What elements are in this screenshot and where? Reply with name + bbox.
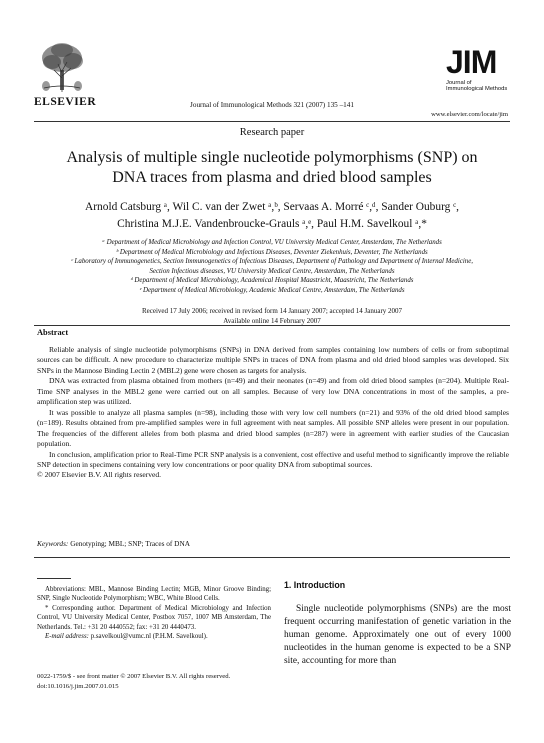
author-list	[30, 199, 514, 233]
abstract-copyright: © 2007 Elsevier B.V. All rights reserved.	[37, 470, 162, 480]
email-label: E-mail address:	[45, 633, 89, 641]
received-dates: Received 17 July 2006; received in revised form 14 January 2007; accepted 14 January 2007	[141, 307, 403, 315]
journal-abbrev-logo: JIM	[446, 44, 497, 80]
journal-citation: Journal of Immunological Methods 321 (2007) 135 –141	[190, 101, 354, 109]
footnote-abbreviations: Abbreviations: MBL, Mannose Binding Lectin; MGB, Minor Groove Binding; SNP, Single Nucleotide Polymorphism; WBC, White Blood Cells.	[37, 586, 271, 603]
journal-name-line1: Journal of	[446, 80, 472, 86]
footnotes	[37, 585, 271, 641]
elsevier-tree-logo	[34, 40, 90, 95]
footnote-corresponding: * Corresponding author. Department of Medical Microbiology and Infection Control, VU University Medical Center, Postbox 7057, 1007 MB Amsterdam, The Netherlands. Tel.: +31 20 4440552; fax: +31 20 4440473.	[37, 604, 271, 631]
affiliation-b: ᵇ Department of Medical Microbiology and Infectious Diseases, Deventer Ziekenhuis, Deventer, The Netherlands	[116, 248, 428, 256]
dates	[0, 306, 544, 326]
journal-name-logo	[446, 80, 507, 93]
title-line-2: DNA traces from plasma and dried blood samples	[112, 169, 432, 186]
doi-link[interactable]: doi:10.1016/j.jim.2007.01.015	[37, 682, 119, 690]
front-matter	[37, 672, 230, 692]
available-date: Available online 14 February 2007	[223, 317, 321, 325]
affiliation-a: ᵃ Department of Medical Microbiology and Infection Control, VU University Medical Center, Amsterdam, The Netherlands	[102, 239, 442, 246]
introduction-body	[284, 603, 511, 668]
footnote-rule	[37, 578, 71, 579]
article-type: Research paper	[239, 127, 305, 138]
publisher-name: ELSEVIER	[34, 96, 97, 108]
authors-line-1: Arnold Catsburg ᵃ, Wil C. van der Zwet ᵃ,ᵇ, Servaas A. Morré ᶜ,ᵈ, Sander Ouburg ᶜ,	[85, 201, 459, 213]
keywords-label: Keywords:	[37, 539, 69, 548]
article-title	[40, 148, 504, 188]
journal-url[interactable]: www.elsevier.com/locate/jim	[431, 111, 508, 118]
footnote-email	[37, 632, 271, 641]
abstract-paragraph-2: DNA was extracted from plasma obtained from mothers (n=49) and their neonates (n=49) and from old dried blood samples (n=204). Multiple Real-Time SNP analyses in the MBL2 gene were carried out on all samples. Because of very low DNA concentrations in most of the samples, a pre-amplification step was utilized.	[37, 376, 509, 407]
header-rule	[34, 121, 510, 122]
affiliation-c-cont: Section Infectious diseases, VU University Medical Centre, Amsterdam, The Netherlands	[149, 267, 395, 275]
keywords-text: Genotyping; MBL; SNP; Traces of DNA	[70, 539, 190, 548]
title-line-1: Analysis of multiple single nucleotide polymorphisms (SNP) on	[66, 149, 478, 166]
abstract-paragraph-4: In conclusion, amplification prior to Real-Time PCR SNP analysis is a convenient, cost effective and useful method to significantly improve the reliable SNP detection in specimens containing very low concentrations or poor quality DNA from suboptimal sources.	[37, 449, 509, 469]
abstract-paragraph-1: Reliable analysis of single nucleotide polymorphisms (SNPs) in DNA derived from samples containing low numbers of cells or from suboptimal sources can be difficult. A new procedure to characterize multiple SNPs in traces of DNA from plasma and old dried blood samples was developed. Six SNPs in the Mannose Binding Lectin 2 (MBL2) gene were chosen as targets for analysis.	[37, 345, 509, 375]
abstract-paragraph-3: It was possible to analyze all plasma samples (n=98), including those with very low cell numbers (n=21) and 93% of the old dried blood samples (n=189). Results obtained from pre-amplified samples were in full agreement with neat samples. All possible SNP alleles were present in our population. The frequencies of the different alleles from both plasma and dried blood samples (n=287) were in agreement with earlier studies of the Caucasian population.	[37, 407, 509, 449]
introduction-paragraph: Single nucleotide polymorphisms (SNPs) are the most frequent occurring manifestation of genetic variation in the human genome. Approximately one out of every 1000 nucleotides in the human genome is expected to be a SNP site, accounting for more than	[284, 604, 511, 667]
section-heading-introduction: 1. Introduction	[284, 580, 346, 590]
abstract-bottom-rule	[34, 557, 510, 558]
authors-line-2: Christina M.J.E. Vandenbroucke-Grauls ᵃ,ᵉ, Paul H.M. Savelkoul ᵃ,*	[117, 218, 427, 230]
journal-name-line2: Immunological Methods	[446, 86, 508, 93]
abstract-top-rule	[34, 325, 510, 326]
affiliation-d: ᵈ Department of Medical Microbiology, Academical Hospital Maastricht, Maastricht, The Netherlands	[130, 277, 414, 285]
affiliation-c: ᶜ Laboratory of Immunogenetics, Section Immunogenetics of Infectious Diseases, Department of Pathology and Department of Internal Medicine,	[71, 258, 473, 266]
affiliations	[18, 238, 526, 296]
abstract-body	[37, 345, 509, 481]
front-matter-line: 0022-1759/$ - see front matter © 2007 Elsevier B.V. All rights reserved.	[37, 673, 231, 680]
affiliation-e: ᵉ Department of Medical Microbiology, Academic Medical Centre, Amsterdam, The Netherlands	[139, 286, 405, 294]
abstract-heading: Abstract	[37, 328, 69, 337]
email-address[interactable]: p.savelkoul@vumc.nl (P.H.M. Savelkoul).	[90, 633, 208, 641]
keywords	[37, 539, 190, 548]
